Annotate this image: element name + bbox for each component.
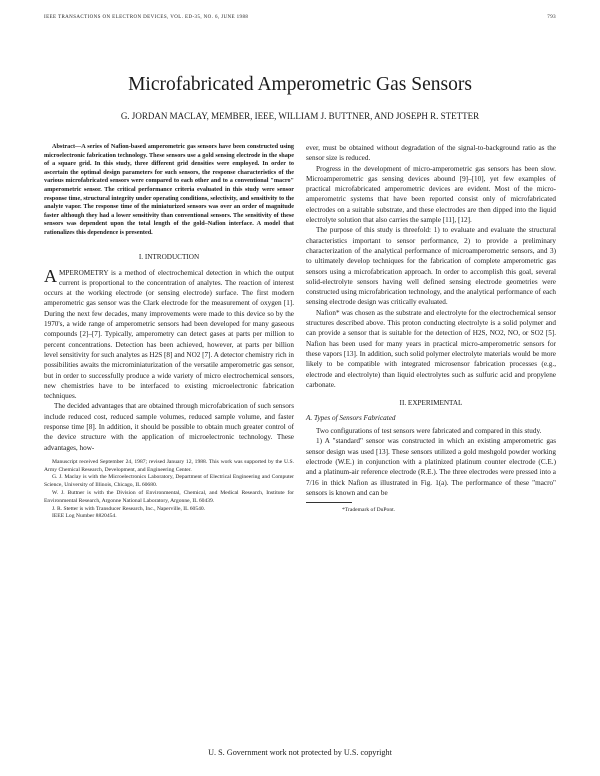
abstract: Abstract—A series of Nafion-based amperometric gas sensors have been constructed using microelectronic fabrication technology. These sensors use a gold sensing electrode in the shape of a square grid. In this study, three different grid densities were employed. In order to ascertain the optimal design parameters for such sensors, the response characteristics of the various microfabricated sensors were compared to each other and to a conventional "macro" amperometric sensor. The critical performance criteria evaluated in this study were sensor response time, structural integrity under operating conditions, selectivity, and sensitivity to the analyte vapor. The response time of the miniaturized sensors was over an order of magnitude faster although they had a lower sensitivity than conventional sensors. The sensitivity of these sensors was dependent upon the total length of the gold–Nafion interface. A model that rationalizes this dependence is presented. xyxy=(44,143,294,236)
footnote: J. R. Stetter is with Transducer Research, Inc., Naperville, IL 60540. xyxy=(52,505,206,512)
journal-line: IEEE TRANSACTIONS ON ELECTRON DEVICES, VOL. ED-35, NO. 6, JUNE 1988 xyxy=(44,15,249,20)
footnote: Manuscript received September 24, 1987; revised January 12, 1988. This work was supported by the U.S. Army Chemical Research, Development, and Engineering Center. xyxy=(44,458,294,473)
right-paragraph-4: Nafion* was chosen as the substrate and electrolyte for the electrochemical sensor structures described above. This proton conducting electrolyte is a solid polymer and can provide a sensor that is suitable for the detection of H2S, NO2, NO, or SO2 [5]. Nafion has been used for many years in practical micro-amperometric sensors for these vapors [13]. In addition, such solid polymer electrolyte materials would be more likely to be compatible with integrated microsensor fabrication processes (e.g., electrode and electrolyte) than liquid electrolytes such as sulfuric acid and propylene carbonate. xyxy=(306,308,556,389)
intro-paragraph-1 xyxy=(44,265,294,402)
experimental-heading: II. EXPERIMENTAL xyxy=(399,399,463,408)
experimental-paragraph-2: 1) A "standard" sensor was constructed in which an existing amperometric gas sensor design was used [13]. These sensors utilized a gold meshgold powder working electrode (W.E.) in conjunction with a platinized platinum counter electrode (C.E.) and a platinum-air reference electrode (R.E.). The three electrodes were pressed into a 7/16 in thick Nafion as illustrated in Fig. 1(a). The performance of these "macro" sensors is known and can be xyxy=(306,437,556,497)
intro-heading: I. INTRODUCTION xyxy=(138,252,200,261)
right-paragraph-1: ever, must be obtained without degradation of the signal-to-background ratio as the sensor size is reduced. xyxy=(306,144,556,163)
footnotes xyxy=(44,459,294,521)
intro-p1-text: MPEROMETRY is a method of electrochemical detection in which the output current is proportional to the concentration of analytes. The reaction of interest occurs at the working electrode (or sensing electrode) surface. The first modern amperometric gas sensor was the Clark electrode for the measurement of oxygen [1]. During the next few decades, many improvements were made to this device so by the 1970's, a wide range of amperometric sensors had been developed for many gaseous compounds [2]–[7]. Typically, amperometry can detect gases at parts per million to percent concentrations. Detection has been achieved, however, at parts per billion level sensitivity for such analytes as H2S [8] and NO2 [7]. A detector chemistry rich in possibilities awaits the microminiaturization of the versatile amperometric gas sensor, but in order to successfully produce a wide variety of micro electrochemical sensors, new chemistries have to be interfaced to existing microelectronic fabrication techniques. xyxy=(44,268,294,401)
running-header xyxy=(44,14,556,21)
right-column xyxy=(306,143,556,515)
subsection-heading: A. Types of Sensors Fabricated xyxy=(306,414,396,423)
intro-paragraph-2: The decided advantages that are obtained through microfabrication of such sensors include reduced cost, reduced sample volumes, reduced sample volume, and faster response time [8]. In addition, it should be possible to obtain much greater control of the device structure with the application of microelectronic technology. These advantages, how- xyxy=(44,402,294,452)
copyright-footer: U. S. Government work not protected by U.S. copyright xyxy=(208,748,392,757)
paper-title: Microfabricated Amperometric Gas Sensors xyxy=(128,74,472,95)
footnote: W. J. Buttner is with the Division of Environmental, Chemical, and Medical Research, Institute for Environmental Research, Argonne National Laboratory, Argonne, IL 60439. xyxy=(44,490,294,504)
experimental-paragraph-1: Two configurations of test sensors were fabricated and compared in this study. xyxy=(316,427,542,436)
footnote-rule xyxy=(306,502,352,503)
right-paragraph-3: The purpose of this study is threefold: 1) to evaluate and evaluate the structural characteristics important to sensor performance, 2) to provide a preliminary characterization of the analytical performance of microamperometric sensors, and 3) to ultimately develop techniques for the fabrication of complete amperometric gas sensors using a microfabrication approach. In order to accomplish this goal, several solid-electrolyte sensors having well defined sensing electrode geometries were constructed using microfabrication technology, and the analytical performance of each sensing electrode design was critically evaluated. xyxy=(306,226,556,307)
page-number: 793 xyxy=(547,15,556,20)
drop-cap: A xyxy=(44,265,57,286)
right-paragraph-2: Progress in the development of micro-amperometric gas sensors has been slow. Microamperometric gas sensing devices abound [9]–[10], yet few examples of practical microfabricated amperometric devices are evident. Most of the micro-amperometric systems that have been reported consist only of microfabricated electrodes on a suitable substrate, and these electrodes are then dipped into the liquid electrolyte solution that also carries the sample [11], [12]. xyxy=(306,164,556,225)
trademark-footnote: *Trademark of DuPont. xyxy=(342,507,396,514)
footnote: G. J. Maclay is with the Microelectronics Laboratory, Department of Electrical Engineering and Computer Science, University of Illinois, Chicago, IL 60680. xyxy=(44,474,294,489)
footnote: IEEE Log Number 8820454. xyxy=(52,513,117,520)
author-line: G. JORDAN MACLAY, MEMBER, IEEE, WILLIAM J. BUTTNER, AND JOSEPH R. STETTER xyxy=(120,111,480,121)
left-column xyxy=(44,143,294,521)
